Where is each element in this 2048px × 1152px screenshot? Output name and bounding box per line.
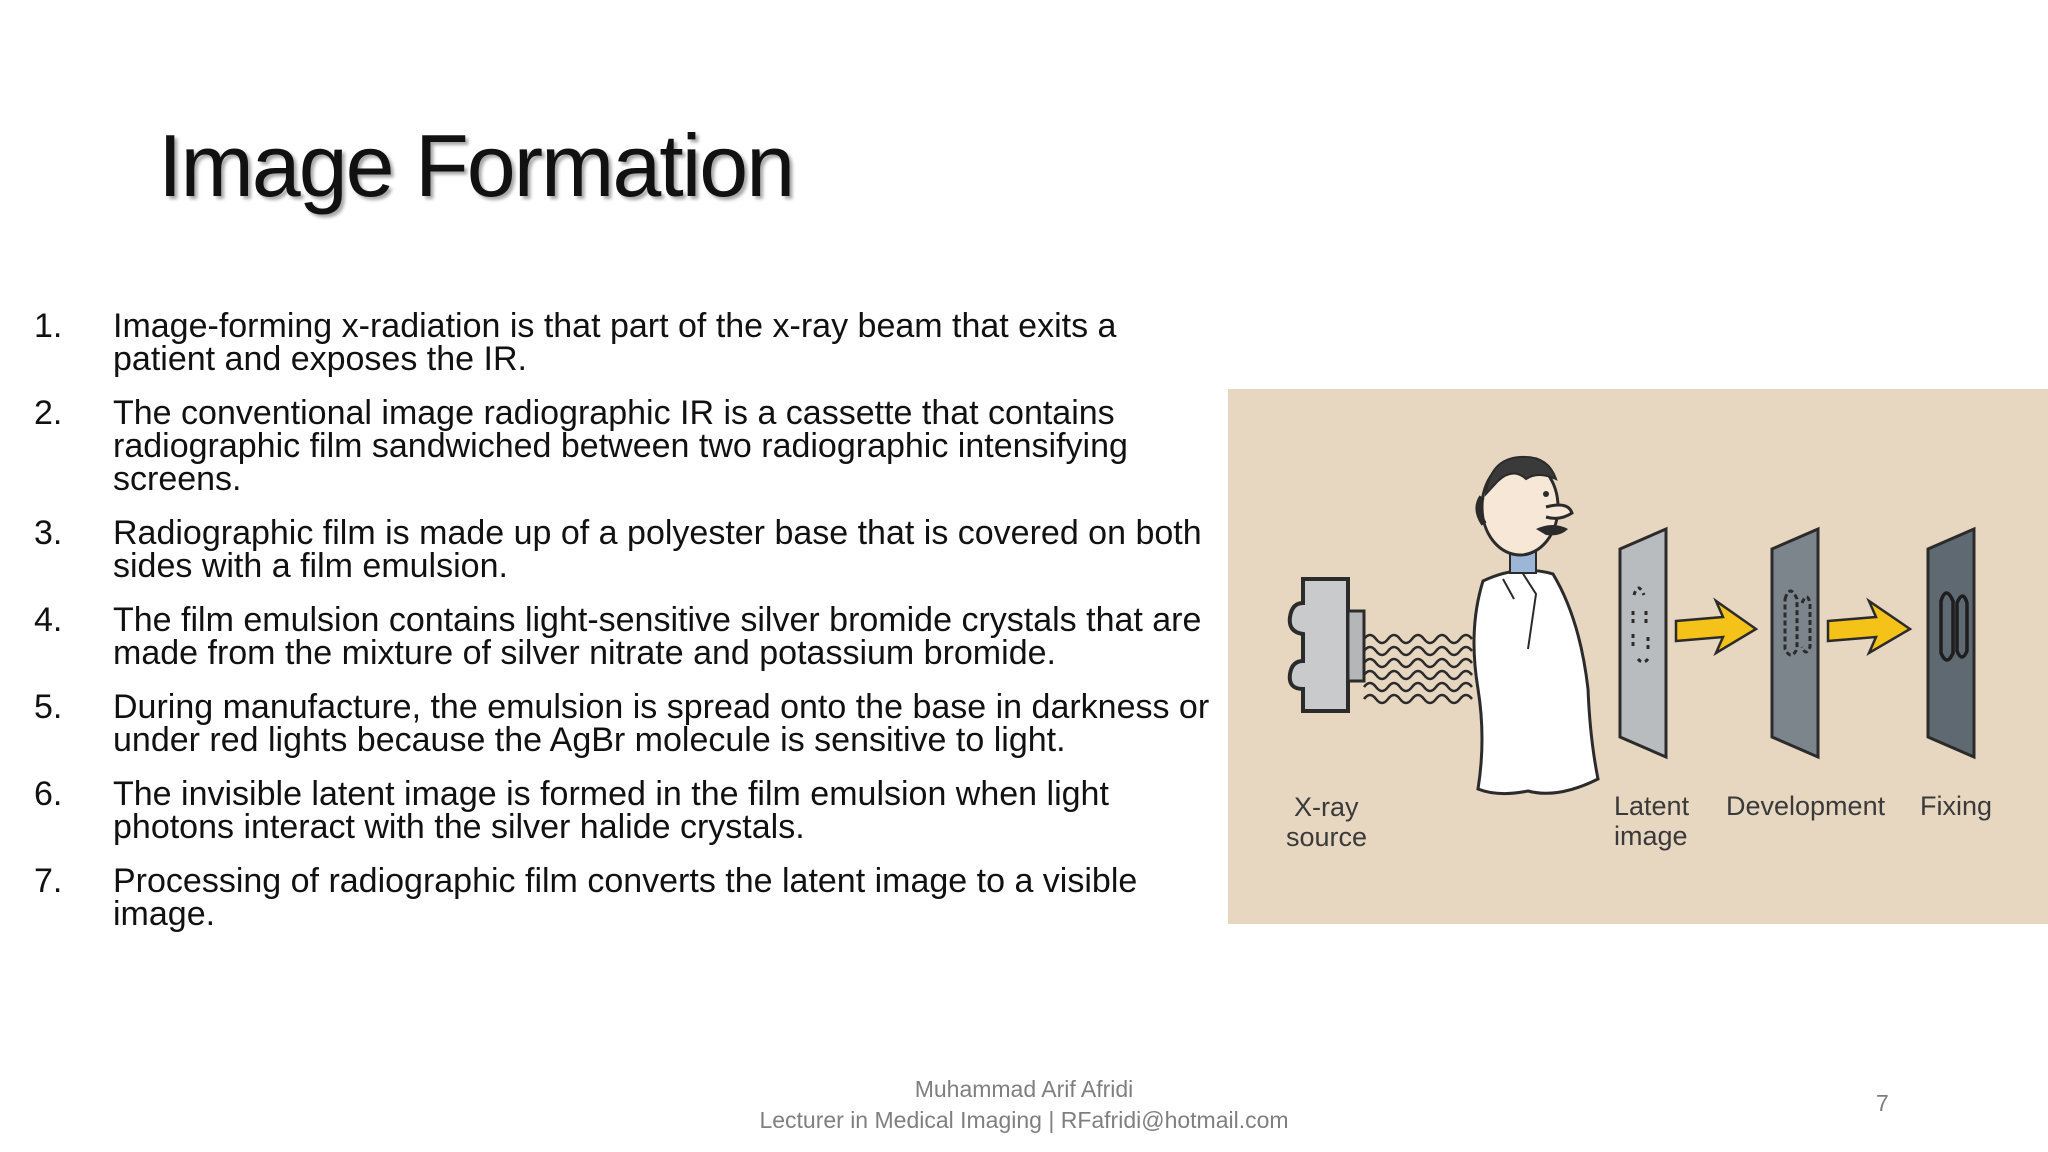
list-number: 2. [34,394,63,432]
list-item [34,775,1214,846]
xray-source-label [1286,792,1367,852]
latent-image-label [1614,791,1689,851]
footer-author: Muhammad Arif Afridi [914,1076,1134,1102]
list-number: 1. [34,307,63,345]
xray-beam-icon [1364,635,1472,703]
list-number: 7. [34,862,63,900]
image-formation-figure [1228,389,2048,924]
numbered-list [34,307,1214,952]
slide-title: Image Formation [158,116,794,215]
list-number: 5. [34,688,63,726]
latent-image-film-icon [1620,529,1666,757]
development-label: Development [1726,791,1886,821]
list-item [34,307,1214,378]
patient-figure-icon [1474,457,1598,794]
list-text: The invisible latent image is formed in the film emulsion when light photons interact with the silver halide crystals. [113,775,1109,846]
latent-label-line1: Latent [1614,791,1690,821]
xray-label-line2: source [1286,822,1368,852]
list-item [34,688,1214,759]
development-film-icon [1772,529,1818,757]
xray-tube-icon [1290,579,1364,711]
page-number: 7 [1876,1090,1889,1116]
list-number: 3. [34,514,63,552]
list-text: Processing of radiographic film converts the latent image to a visible image. [113,862,1138,933]
footer-role: Lecturer in Medical Imaging | RFafridi@hotmail.com [759,1107,1289,1133]
arrow-right-icon [1828,601,1910,653]
fixing-label: Fixing [1920,791,1993,821]
xray-label-line1: X-ray [1294,792,1359,822]
list-item [34,601,1214,672]
list-item [34,862,1214,933]
latent-label-line2: image [1614,821,1688,851]
list-text: Image-forming x-radiation is that part of the x-ray beam that exits a patient and exposes the IR. [113,307,1117,378]
list-text: During manufacture, the emulsion is spread onto the base in darkness or under red lights because the AgBr molecule is sensitive to light. [113,688,1210,759]
list-text: Radiographic film is made up of a polyester base that is covered on both sides with a film emulsion. [113,514,1202,585]
list-item [34,394,1214,498]
list-number: 4. [34,601,63,639]
list-text: The conventional image radiographic IR is a cassette that contains radiographic film sandwiched between two radiographic intensifying screens. [113,394,1128,498]
list-text: The film emulsion contains light-sensitive silver bromide crystals that are made from the mixture of silver nitrate and potassium bromide. [113,601,1202,672]
list-item [34,514,1214,585]
arrow-right-icon [1676,601,1756,653]
list-number: 6. [34,775,63,813]
fixing-film-icon [1928,529,1974,757]
